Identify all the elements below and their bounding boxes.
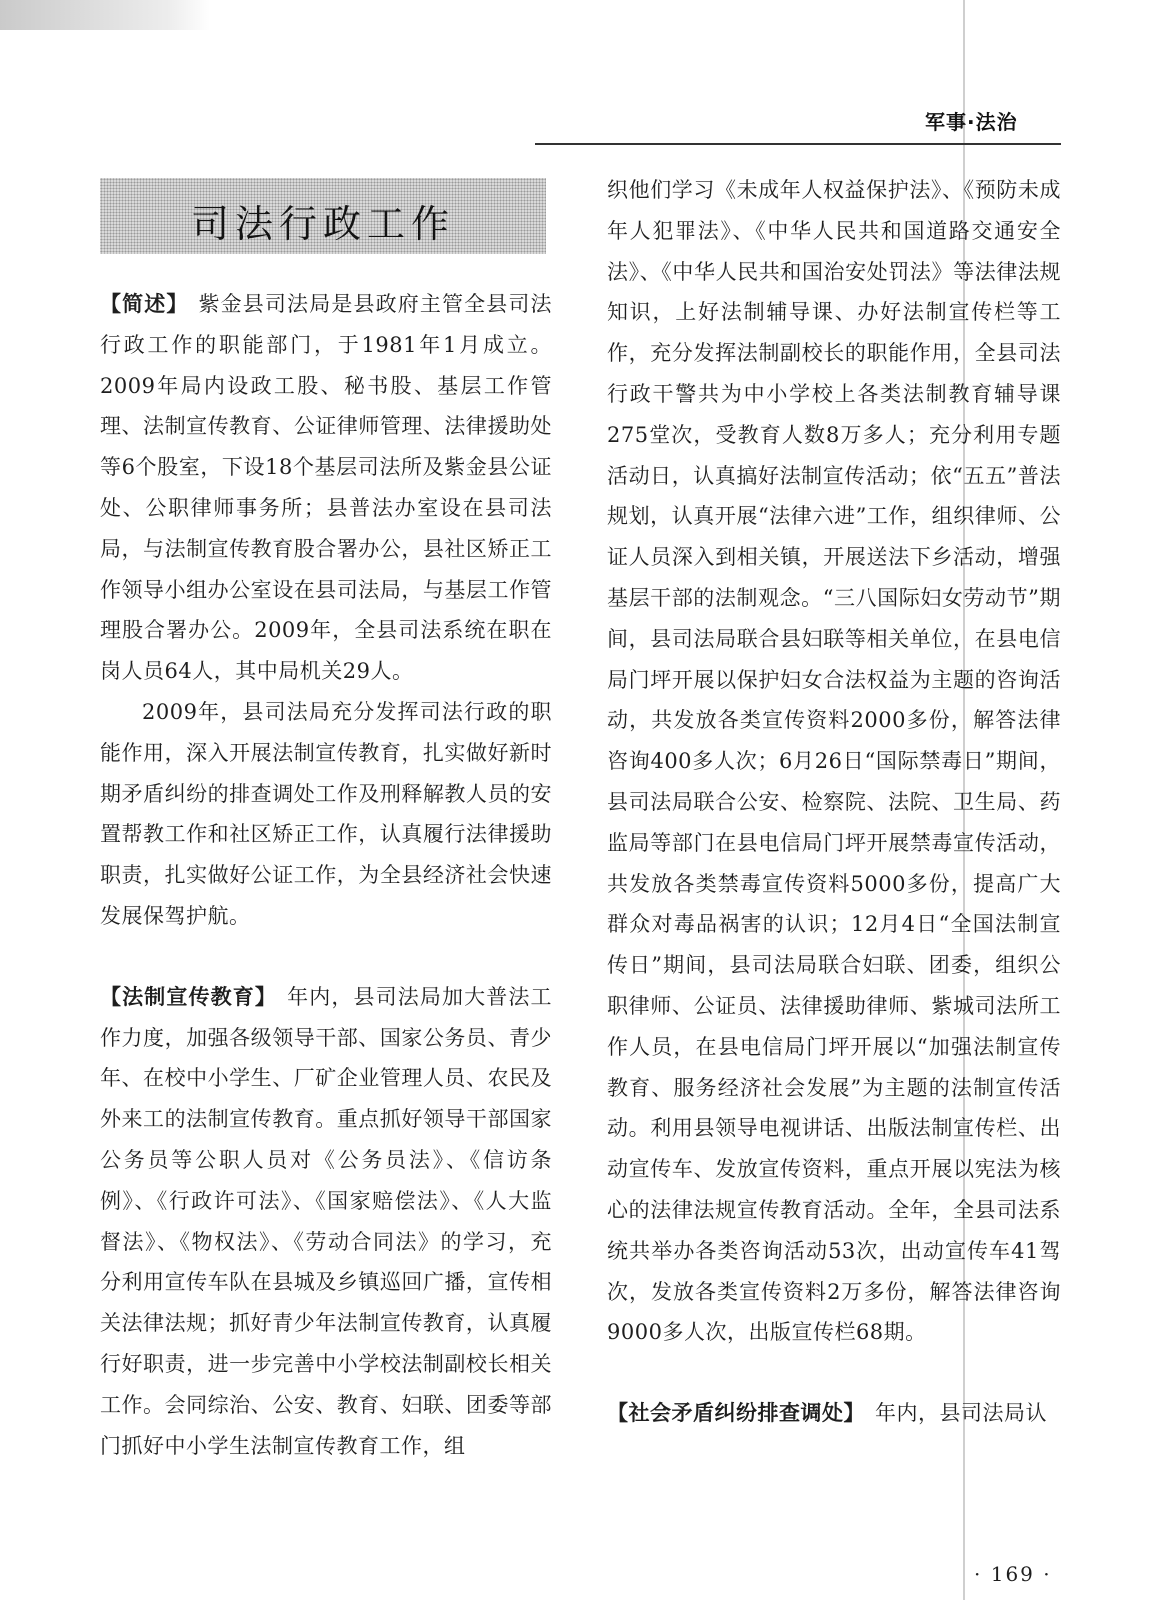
article-title-box xyxy=(100,178,546,254)
overview-paragraph-2: 2009年，县司法局充分发挥司法行政的职能作用，深入开展法制宣传教育，扎实做好新时期矛盾纠纷的排查调处工作及刑释解教人员的安置帮教工作和社区矫正工作，认真履行法律援助职责，扎实做好公证工作，为全县经济社会快速发展保驾护航。 xyxy=(100,699,552,928)
scan-edge-artifact xyxy=(0,0,210,30)
disputes-text: 年内，县司法局认 xyxy=(875,1401,1047,1426)
section-label-disputes: 【社会矛盾纠纷排查调处】 xyxy=(607,1401,865,1426)
education-text-left: 年内，县司法局加大普法工作力度，加强各级领导干部、国家公务员、青少年、在校中小学生、厂矿企业管理人员、农民及外来工的法制宣传教育。重点抓好领导干部国家公务员等公职人员对《公务员法》、《信访条例》、《行政许可法》、《国家赔偿法》、《人大监督法》、《物权法》、《劳动合同法》的学习，充分利用宣传车队在县城及乡镇巡回广播，宣传相关法律法规；抓好青少年法制宣传教育，认真履行好职责，进一步完善中小学校法制副校长相关工作。会同综治、公安、教育、妇联、团委等部门抓好中小学生法制宣传教育工作，组 xyxy=(100,984,553,1458)
section-label-education: 【法制宣传教育】 xyxy=(100,984,278,1009)
page-number: · 169 · xyxy=(974,1562,1052,1586)
article-title: 司法行政工作 xyxy=(190,202,455,246)
right-column xyxy=(607,170,1061,1434)
overview-paragraph xyxy=(100,284,552,692)
running-header: 军事·法治 xyxy=(925,110,1018,134)
disputes-paragraph xyxy=(607,1393,1061,1434)
header-rule xyxy=(535,143,1061,145)
education-paragraph xyxy=(100,977,552,1467)
education-continued: 织他们学习《未成年人权益保护法》、《预防未成年人犯罪法》、《中华人民共和国道路交通安全法》、《中华人民共和国治安处罚法》等法律法规知识，上好法制辅导课、办好法制宣传栏等工作，充分发挥法制副校长的职能作用，全县司法行政干警共为中小学校上各类法制教育辅导课275堂次，受教育人数8万多人；充分利用专题活动日，认真搞好法制宣传活动；依“五五”普法规划，认真开展“法律六进”工作，组织律师、公证人员深入到相关镇，开展送法下乡活动，增强基层干部的法制观念。“三八国际妇女劳动节”期间，县司法局联合县妇联等相关单位，在县电信局门坪开展以保护妇女合法权益为主题的咨询活动，共发放各类宣传资料2000多份，解答法律咨询400多人次；6月26日“国际禁毒日”期间，县司法局联合公安、检察院、法院、卫生局、药监局等部门在县电信局门坪开展禁毒宣传活动，共发放各类禁毒宣传资料5000多份，提高广大群众对毒品祸害的认识；12月4日“全国法制宣传日”期间，县司法局联合妇联、团委，组织公职律师、公证员、法律援助律师、紫城司法所工作人员，在县电信局门坪开展以“加强法制宣传教育、服务经济社会发展”为主题的法制宣传活动。利用县领导电视讲话、出版法制宣传栏、出动宣传车、发放宣传资料，重点开展以宪法为核心的法律法规宣传教育活动。全年，全县司法系统共举办各类咨询活动53次，出动宣传车41驾次，发放各类宣传资料2万多份，解答法律咨询9000多人次，出版宣传栏68期。 xyxy=(607,178,1061,1345)
left-column xyxy=(100,284,552,1466)
overview-text: 紫金县司法局是县政府主管全县司法行政工作的职能部门，于1981年1月成立。2009年局内设政工股、秘书股、基层工作管理、法制宣传教育、公证律师管理、法律援助处等6个股室，下设18个基层司法所及紫金县公证处、公职律师事务所；县普法办室设在县司法局，与法制宣传教育股合署办公，县社区矫正工作领导小组办公室设在县司法局，与基层工作管理股合署办公。2009年，全县司法系统在职在岗人员64人，其中局机关29人。 xyxy=(100,292,553,684)
section-label-overview: 【简述】 xyxy=(100,292,189,316)
